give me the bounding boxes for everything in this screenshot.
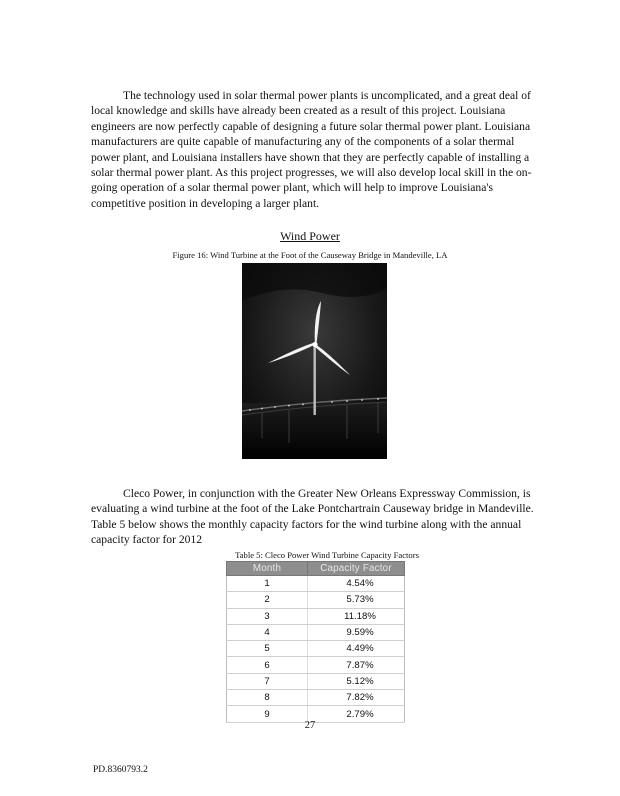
document-id: PD.8360793.2	[93, 765, 148, 775]
month-cell: 5	[227, 641, 308, 657]
capacity-factor-table	[226, 561, 405, 723]
capacity-factor-cell: 9.59%	[308, 624, 405, 640]
month-cell: 9	[227, 706, 308, 722]
month-cell: 4	[227, 624, 308, 640]
table-row	[227, 608, 405, 624]
table-row	[227, 624, 405, 640]
capacity-factor-cell: 5.73%	[308, 592, 405, 608]
header-capacity-factor: Capacity Factor	[308, 562, 405, 576]
table-row	[227, 673, 405, 689]
paragraph-cleco-wind-text: Cleco Power, in conjunction with the Greater New Orleans Expressway Commission, is evaluating a wind turbine at the foot of the Lake Pontchartrain Causeway bridge in Mandeville. Table 5 below shows the monthly capacity factors for the wind turbine along with the annual capacity factor for 2012	[91, 487, 534, 547]
table-row	[227, 690, 405, 706]
table-row	[227, 576, 405, 592]
section-title: Wind Power	[280, 229, 340, 243]
wind-turbine-photo-graphic	[242, 263, 387, 459]
month-cell: 8	[227, 690, 308, 706]
capacity-factor-cell: 4.49%	[308, 641, 405, 657]
paragraph-solar-thermal-text: The technology used in solar thermal power plants is uncomplicated, and a great deal of local knowledge and skills have already been created as a result of this project. Louisiana engineers are now perfectly capable of designing a future solar thermal power plant. Louisiana manufacturers are quite capable of manufacturing any of the components of a solar thermal power plant, and Louisiana installers have shown that they are perfectly capable of installing a solar thermal power plant. As this project progresses, we will also develop local skill in the on-going operation of a solar thermal power plant, which will help to improve Louisiana's competitive position in developing a larger plant.	[91, 89, 532, 210]
capacity-factor-cell: 7.87%	[308, 657, 405, 673]
month-cell: 1	[227, 576, 308, 592]
figure-caption: Figure 16: Wind Turbine at the Foot of the Causeway Bridge in Mandeville, LA	[172, 250, 448, 260]
paragraph-solar-thermal	[91, 88, 536, 211]
month-cell: 3	[227, 608, 308, 624]
capacity-factor-cell: 5.12%	[308, 673, 405, 689]
table-caption-text: Table 5: Cleco Power Wind Turbine Capacity Factors	[235, 550, 419, 560]
capacity-factor-cell: 11.18%	[308, 608, 405, 624]
month-cell: 2	[227, 592, 308, 608]
paragraph-cleco-wind	[91, 486, 536, 548]
table-row	[227, 641, 405, 657]
table-caption	[0, 550, 620, 560]
month-cell: 6	[227, 657, 308, 673]
table-header-row	[227, 562, 405, 576]
turbine-hub	[312, 342, 317, 347]
table-row	[227, 592, 405, 608]
month-cell: 7	[227, 673, 308, 689]
header-month: Month	[227, 562, 308, 576]
capacity-factor-cell: 4.54%	[308, 576, 405, 592]
page-number: 27	[304, 720, 316, 731]
capacity-factor-cell: 2.79%	[308, 706, 405, 722]
turbine-tower	[314, 345, 316, 415]
wind-turbine-photo	[242, 263, 387, 459]
capacity-factor-cell: 7.82%	[308, 690, 405, 706]
table-row	[227, 657, 405, 673]
